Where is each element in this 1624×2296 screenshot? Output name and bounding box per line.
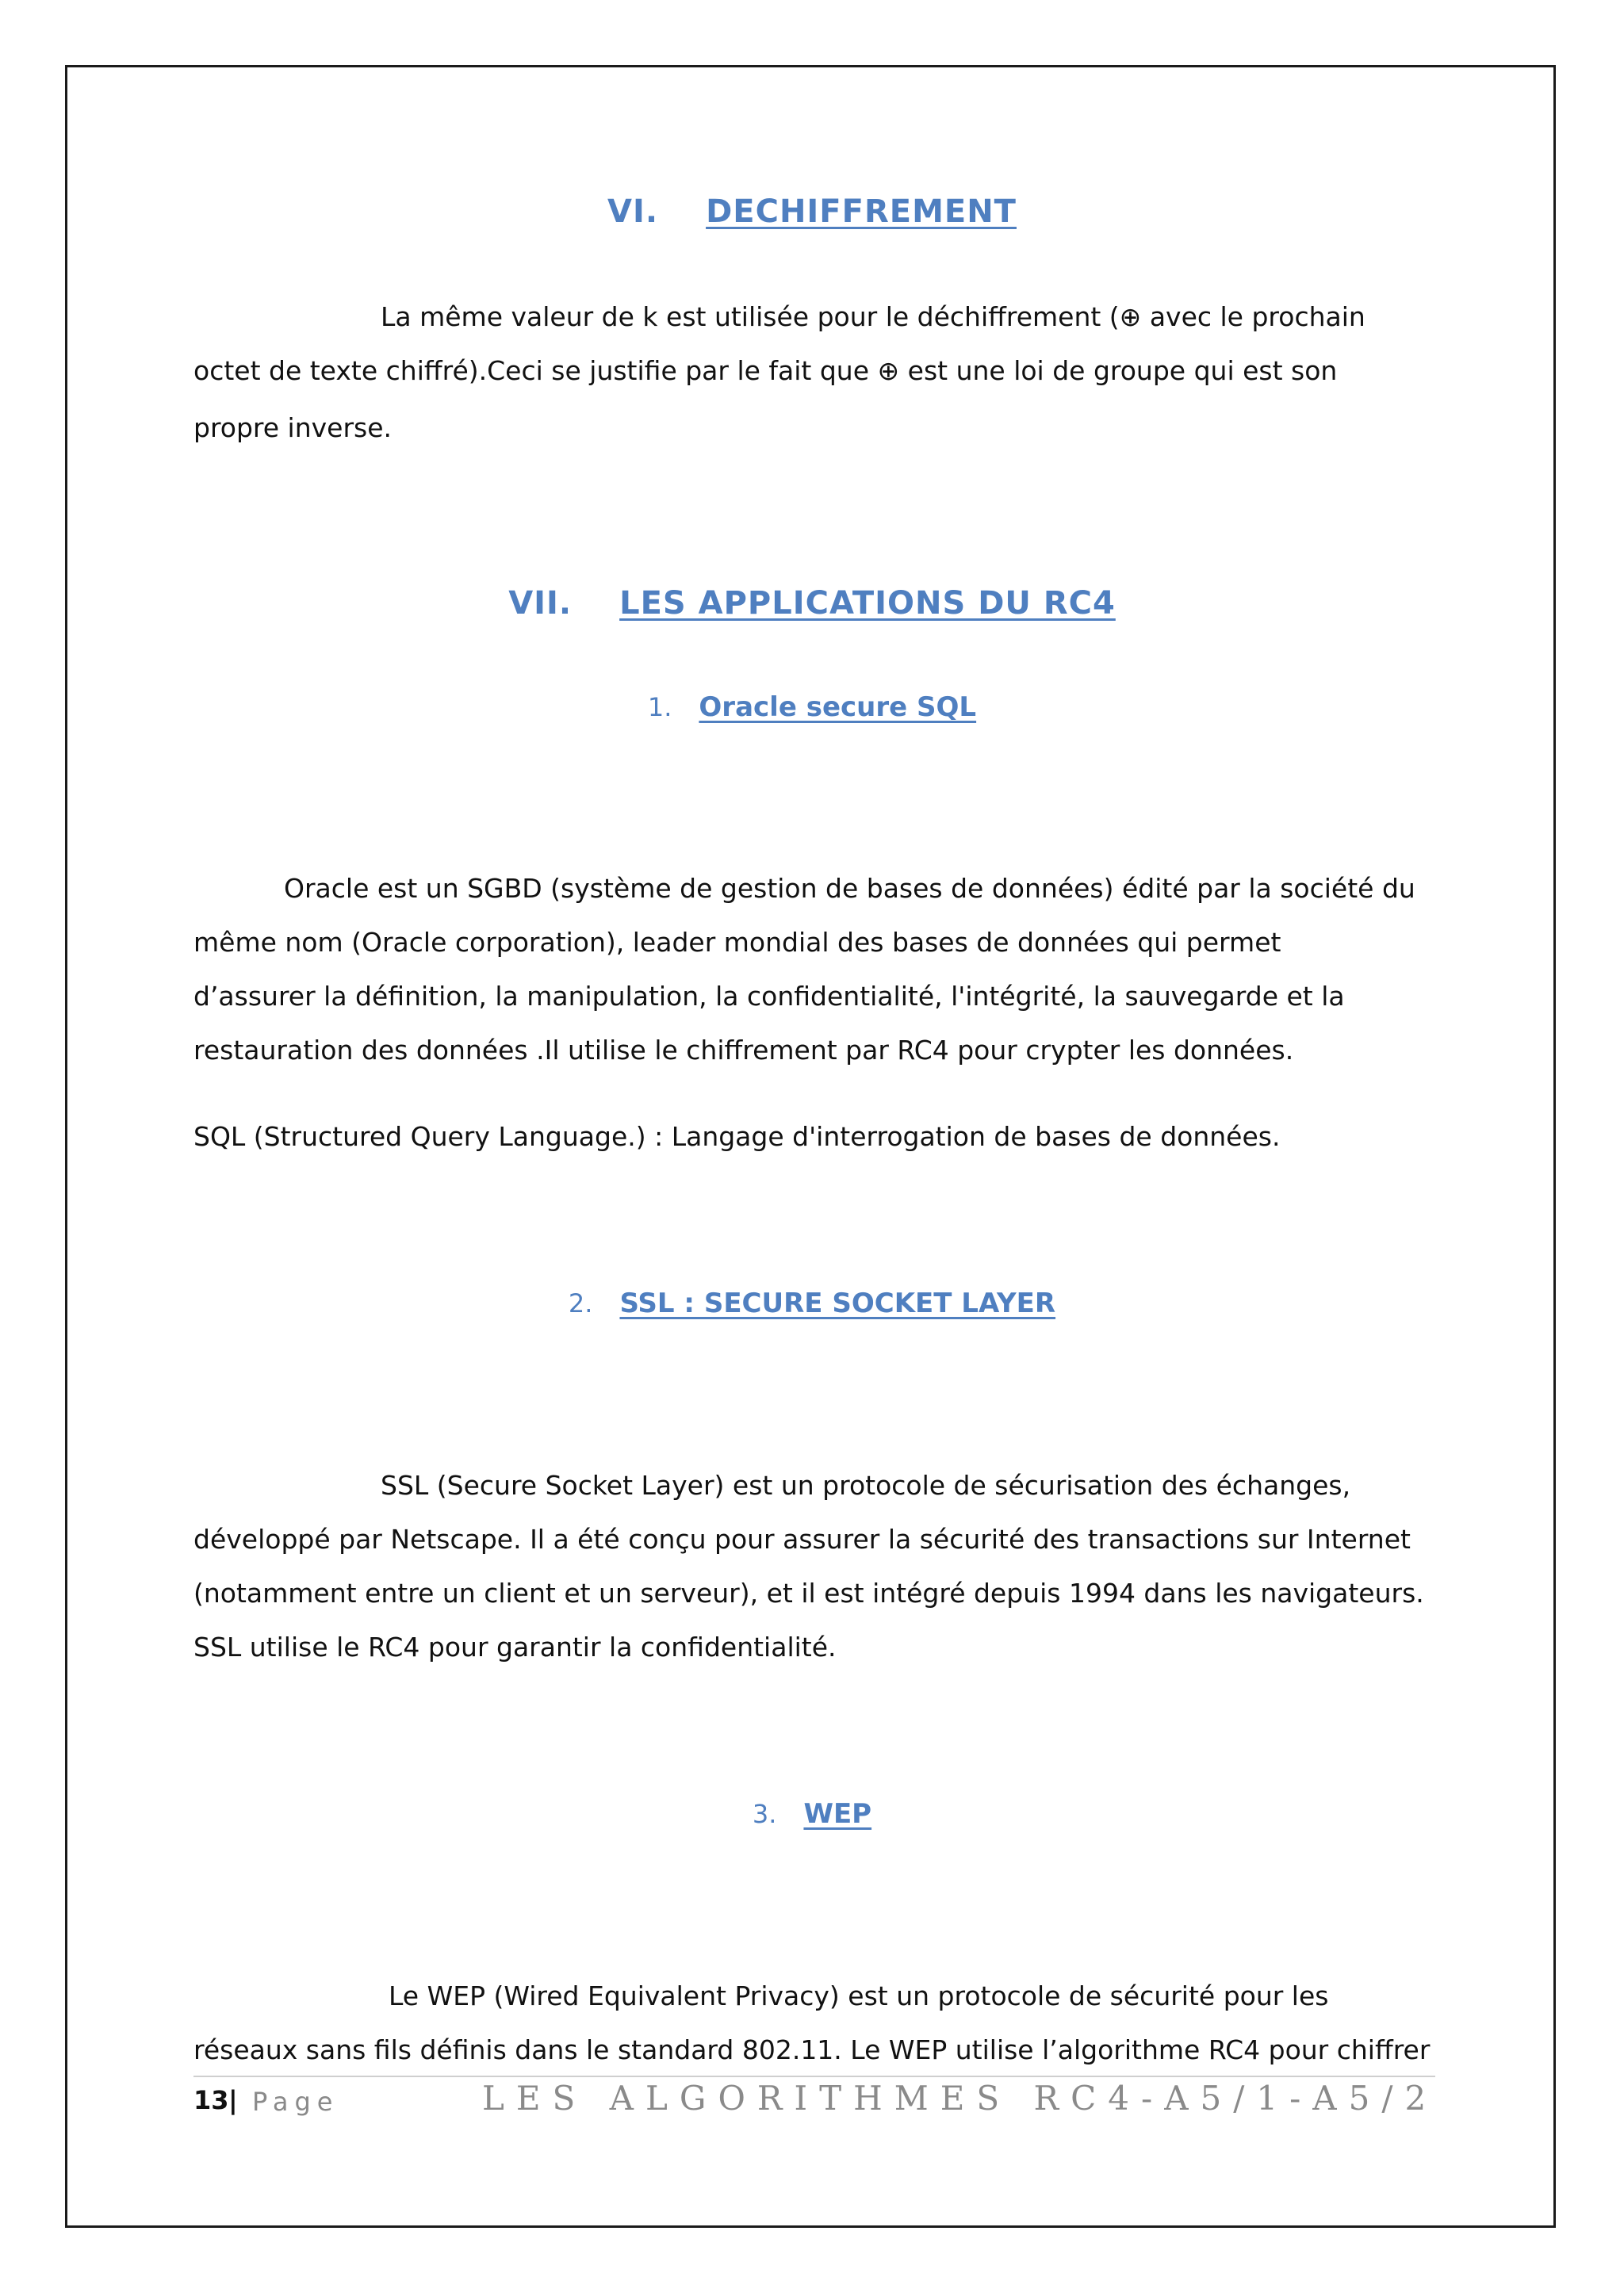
text-line: restauration des données .Il utilise le chiffrement par RC4 pour crypter les données. [193,1035,1294,1066]
paragraph-oracle [193,862,1438,1077]
section-number: VI. [607,193,659,230]
paragraph-dechiffrement [193,290,1438,455]
section-title: LES APPLICATIONS DU RC4 [619,585,1116,622]
subsection-title: Oracle secure SQL [699,691,977,723]
subsection-number: 3. [752,1799,777,1829]
text-line: Oracle est un SGBD (système de gestion de bases de données) édité par la société du [284,873,1415,904]
subsection-title: WEP [803,1798,872,1830]
subsection-title: SSL : SECURE SOCKET LAYER [619,1288,1056,1319]
text-line: même nom (Oracle corporation), leader mondial des bases de données qui permet [193,927,1281,958]
subsection-number: 2. [568,1288,593,1318]
footer-divider [193,2076,1435,2077]
subsection-number: 1. [647,692,672,722]
subsection-heading-ssl [193,1288,1431,1319]
page-content [193,0,1431,2296]
text-line: d’assurer la définition, la manipulation, la confidentialité, l'intégrité, la sauvegarde et la [193,981,1345,1012]
text-line: développé par Netscape. Il a été conçu pour assurer la sécurité des transactions sur Internet [193,1524,1411,1555]
text-line: (notamment entre un client et un serveur), et il est intégré depuis 1994 dans les navigateurs. [193,1578,1424,1609]
page-label: Page [252,2087,339,2117]
text-line: propre inverse. [193,412,393,443]
section-heading-applications [193,585,1431,622]
text-line: SSL utilise le RC4 pour garantir la confidentialité. [193,1632,837,1663]
text-line: réseaux sans fils définis dans le standard 802.11. Le WEP utilise l’algorithme RC4 pour chiffrer [193,2034,1431,2065]
text-line: Le WEP (Wired Equivalent Privacy) est un protocole de sécurité pour les [389,1980,1329,2011]
text-line: La même valeur de k est utilisée pour le déchiffrement (⊕ avec le prochain [381,301,1365,332]
running-title: LES ALGORITHMES RC4-A5/1-A5/2 [482,2079,1438,2118]
page-number: 13 [193,2085,229,2115]
subsection-heading-wep [193,1798,1431,1830]
page-separator: | [228,2085,238,2115]
section-number: VII. [508,585,573,622]
section-heading-dechiffrement [193,193,1431,230]
text-line: octet de texte chiffré).Ceci se justifie par le fait que ⊕ est une loi de groupe qui est son [193,355,1338,386]
paragraph-sql [193,1110,1438,1164]
subsection-heading-oracle [193,691,1431,723]
section-title: DECHIFFREMENT [706,193,1017,230]
text-line: SSL (Secure Socket Layer) est un protocole de sécurisation des échanges, [381,1470,1351,1501]
paragraph-wep [193,1969,1438,2077]
paragraph-ssl [193,1459,1438,1674]
page-footer [193,2079,1438,2123]
text-line: SQL (Structured Query Language.) : Langage d'interrogation de bases de données. [193,1121,1281,1152]
